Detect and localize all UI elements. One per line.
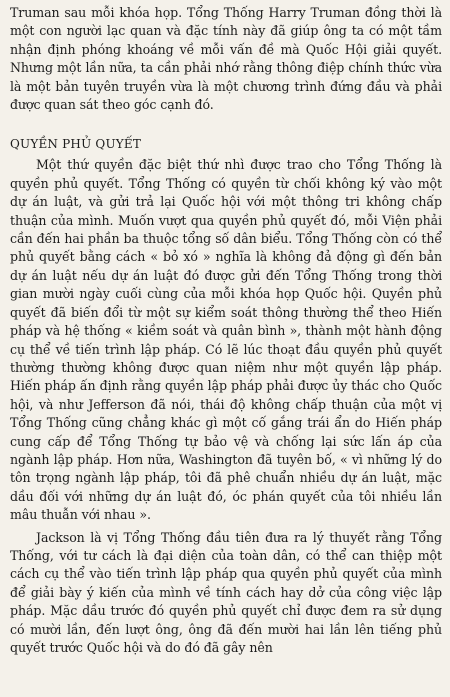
section-heading: QUYỀN PHỦ QUYẾT <box>10 137 142 152</box>
paragraph-veto-power: Một thứ quyền đặc biệt thứ nhì được trao cho Tổng Thống là quyền phủ quyết. Tổng Thống có quyền từ chối không ký vào một dự án luật, và gửi trả lại Quốc hội với một thông tri không chấp thuận của mình. Muốn vượt qua quyền phủ quyết đó, mỗi Viện phải cần đến hai phần ba thuộc tổng số dân biểu. Tổng Thống còn có thể phủ quyết bằng cách « bỏ xó » nghĩa là không đả động gì đến bản dự án luật nếu dự án luật đó được gửi đến Tổng Thống trong thời gian mười ngày cuối cùng của mỗi khóa họp Quốc hội. Quyền phủ quyết đã biến đổi từ một sự kiểm soát thông thường thể theo Hiến pháp và hệ thống « kiềm soát và quân bình », thành một hành động cụ thể về tiến trình lập pháp. Có lẽ lúc thoạt đầu quyền phủ quyết thường thường không được quan niệm như một quyền lập pháp. Hiến pháp ấn định rằng quyền lập pháp phải được ủy thác cho Quốc hội, và như Jefferson đã nói, thái độ không chấp thuận của một vị Tổng Thống cũng chẳng khác gì một cố gắng trái ẩn do Hiến pháp cung cấp để Tổng Thống tự bảo vệ và chống lại sức lấn áp của ngành lập pháp. Hơn nữa, Washington đã tuyên bố, « vì những lý do tôn trọng ngành lập pháp, tôi đã phê chuẩn nhiều dự án luật, mặc dầu đối với những dự án luật đó, óc phán quyết của tôi nhiều lần mâu thuẫn với nhau ». <box>10 157 442 523</box>
paragraph-continued: Truman sau mỗi khóa họp. Tổng Thống Harry Truman đồng thời là một con người lạc quan và đặc tính này đã giúp ông ta có một tầm nhận định phóng khoáng về mỗi vấn đề mà Quốc Hội giải quyết. Nhưng một lần nữa, ta cần phải nhớ rằng thông điệp chính thức vừa là một bản tuyên truyền vừa là một chương trình đứng đầu và phải được quan sát theo góc cạnh đó. <box>10 5 442 113</box>
paragraph-jackson: Jackson là vị Tổng Thống đầu tiên đưa ra lý thuyết rằng Tổng Thống, với tư cách là đại diện của toàn dân, có thể can thiệp một cách cụ thể vào tiến trình lập pháp qua quyền phủ quyết của mình để giải bày ý kiến của mình về tính cách hay dở của công việc lập pháp. Mặc dầu trước đó quyền phủ quyết chỉ được đem ra sử dụng có mười lần, đến lượt ông, ông đã đến mười hai lần lên tiếng phủ quyết trước Quốc hội và do đó đã gây nên <box>10 529 442 655</box>
